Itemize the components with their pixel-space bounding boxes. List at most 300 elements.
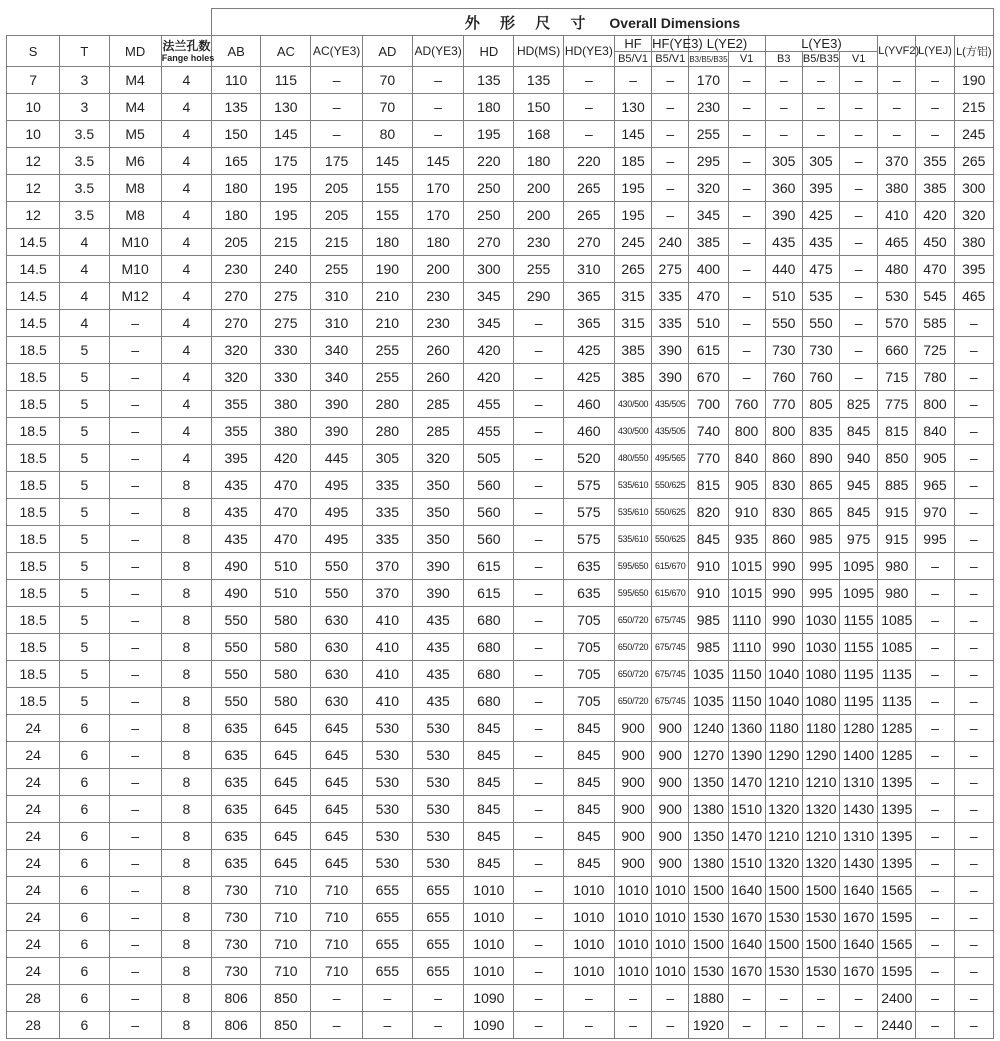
cell-s: 14.5 [7,310,60,337]
cell-l-fanglv: – [954,850,993,877]
cell-ac-ye3: – [311,94,362,121]
cell-flange-holes: 4 [161,445,211,472]
cell-t: 5 [60,634,109,661]
cell-l-ye2-v1: – [728,175,765,202]
cell-l-ye3-v1: – [840,364,878,391]
cell-hd-ye3: 425 [563,364,614,391]
cell-ad: – [362,985,412,1012]
col-header-hf: HF [614,36,651,52]
cell-l-ye2-v1: 1110 [728,607,765,634]
col-subheader-hf-b5v1: B5/V1 [614,52,651,67]
cell-l-fanglv: 320 [954,202,993,229]
cell-ac: 580 [261,661,311,688]
cell-ac: 645 [261,715,311,742]
cell-ab: 550 [212,634,261,661]
cell-l-ye3-b5b35: – [802,985,839,1012]
cell-s: 10 [7,94,60,121]
cell-l-yej: 420 [916,202,954,229]
col-header-t: T [60,36,109,67]
cell-l-ye3-v1: 1155 [840,634,878,661]
cell-l-ye2-v1: 1150 [728,688,765,715]
cell-hf-b5v1: – [614,1012,651,1039]
cell-l-ye3-b3: 730 [765,337,802,364]
cell-hd: 1010 [464,904,514,931]
cell-ab: 635 [212,715,261,742]
cell-l-ye2-b3b5b35: 1380 [689,850,728,877]
cell-hd-ye3: 460 [563,391,614,418]
cell-l-yvf2: 2440 [878,1012,916,1039]
cell-flange-holes: 8 [161,769,211,796]
cell-s: 18.5 [7,418,60,445]
cell-l-fanglv: – [954,391,993,418]
cell-hd-ms: 180 [514,148,563,175]
cell-ac: 580 [261,688,311,715]
cell-hf-ye3-b5v1: 675/745 [652,688,689,715]
cell-hd-ms: 290 [514,283,563,310]
cell-l-fanglv: 190 [954,67,993,94]
table-row [7,742,994,769]
cell-ab: 180 [212,175,261,202]
cell-hd-ye3: 635 [563,553,614,580]
cell-ad: 255 [362,337,412,364]
cell-hf-b5v1: 650/720 [614,634,651,661]
cell-ad-ye3: 530 [412,769,463,796]
cell-l-ye3-b3: 435 [765,229,802,256]
col-subheader-l-ye3-v1: V1 [840,52,878,67]
cell-l-ye2-v1: – [728,229,765,256]
cell-l-yvf2: 1565 [878,931,916,958]
cell-l-ye2-v1: 910 [728,499,765,526]
cell-hd-ye3: 575 [563,472,614,499]
cell-hf-b5v1: 385 [614,364,651,391]
cell-ab: 435 [212,526,261,553]
cell-l-ye2-b3b5b35: 670 [689,364,728,391]
cell-l-ye2-b3b5b35: 255 [689,121,728,148]
cell-ad-ye3: 230 [412,283,463,310]
cell-s: 18.5 [7,526,60,553]
col-header-ad: AD [362,36,412,67]
cell-ac-ye3: 205 [311,175,362,202]
overall-dimensions-title [212,9,994,36]
cell-l-fanglv: – [954,337,993,364]
cell-flange-holes: 8 [161,1012,211,1039]
cell-t: 5 [60,688,109,715]
cell-ad-ye3: 435 [412,661,463,688]
cell-flange-holes: 8 [161,607,211,634]
cell-l-ye3-b5b35: 1530 [802,904,839,931]
cell-hd-ms: 230 [514,229,563,256]
cell-s: 18.5 [7,364,60,391]
cell-ad: 410 [362,634,412,661]
cell-l-ye3-b3: 830 [765,472,802,499]
cell-hf-ye3-b5v1: – [652,121,689,148]
cell-flange-holes: 8 [161,553,211,580]
cell-l-ye3-b3: 390 [765,202,802,229]
cell-t: 6 [60,823,109,850]
table-row [7,148,994,175]
cell-hd-ms: 168 [514,121,563,148]
cell-flange-holes: 4 [161,283,211,310]
cell-l-ye2-b3b5b35: 1920 [689,1012,728,1039]
cell-hf-b5v1: 650/720 [614,661,651,688]
cell-l-ye2-v1: 1670 [728,958,765,985]
cell-l-ye3-v1: 940 [840,445,878,472]
cell-flange-holes: 4 [161,310,211,337]
cell-hf-ye3-b5v1: – [652,1012,689,1039]
cell-hd: 615 [464,553,514,580]
table-row [7,472,994,499]
cell-l-ye2-b3b5b35: 1350 [689,769,728,796]
cell-hf-ye3-b5v1: 900 [652,715,689,742]
cell-ac: 420 [261,445,311,472]
cell-ad: 655 [362,958,412,985]
cell-hf-ye3-b5v1: 435/505 [652,391,689,418]
cell-ad-ye3: 530 [412,850,463,877]
cell-t: 6 [60,850,109,877]
cell-l-ye2-v1: 1150 [728,661,765,688]
cell-l-yvf2: 410 [878,202,916,229]
cell-ac-ye3: 710 [311,958,362,985]
table-row [7,175,994,202]
cell-ac-ye3: 310 [311,310,362,337]
cell-ac: 470 [261,499,311,526]
cell-md: M6 [109,148,161,175]
cell-hd-ye3: 705 [563,661,614,688]
cell-l-fanglv: 265 [954,148,993,175]
cell-l-ye2-v1: 1015 [728,580,765,607]
cell-l-ye2-b3b5b35: 985 [689,607,728,634]
cell-ab: 730 [212,958,261,985]
cell-hd-ye3: 265 [563,202,614,229]
cell-l-yej: 840 [916,418,954,445]
cell-l-yvf2: 1085 [878,607,916,634]
cell-ac-ye3: 390 [311,418,362,445]
cell-l-ye3-v1: – [840,94,878,121]
cell-hf-ye3-b5v1: – [652,202,689,229]
cell-hf-b5v1: 480/550 [614,445,651,472]
cell-hd: 560 [464,472,514,499]
cell-ab: 635 [212,823,261,850]
cell-t: 6 [60,877,109,904]
cell-hf-b5v1: 1010 [614,931,651,958]
col-header-hd-ms: HD(MS) [514,36,563,67]
cell-ac-ye3: 205 [311,202,362,229]
cell-hd: 270 [464,229,514,256]
cell-md: – [109,688,161,715]
cell-t: 4 [60,310,109,337]
cell-hd: 680 [464,634,514,661]
cell-l-yvf2: 915 [878,526,916,553]
col-subheader-l-ye3-b5b35: B5/B35 [802,52,839,65]
cell-hd: 220 [464,148,514,175]
cell-ac-ye3: 710 [311,877,362,904]
cell-t: 6 [60,958,109,985]
cell-hd-ye3: 845 [563,742,614,769]
cell-hd-ms: 135 [514,67,563,94]
cell-hf-ye3-b5v1: 275 [652,256,689,283]
table-row [7,364,994,391]
cell-ab: 110 [212,67,261,94]
table-row [7,850,994,877]
cell-hf-ye3-b5v1: – [652,148,689,175]
cell-hf-b5v1: 430/500 [614,418,651,445]
cell-hd-ms: – [514,661,563,688]
cell-l-ye3-v1: 1430 [840,796,878,823]
table-row [7,526,994,553]
cell-ad: 655 [362,877,412,904]
cell-l-yej: 725 [916,337,954,364]
cell-l-yej: 385 [916,175,954,202]
cell-hd: 345 [464,283,514,310]
cell-hd-ms: – [514,418,563,445]
cell-t: 5 [60,472,109,499]
cell-l-fanglv: – [954,742,993,769]
header-blank-corner [7,9,212,36]
cell-flange-holes: 4 [161,418,211,445]
cell-hf-ye3-b5v1: 390 [652,364,689,391]
cell-hd: 455 [464,418,514,445]
cell-l-ye3-b5b35: 995 [802,580,839,607]
cell-l-ye2-v1: – [728,364,765,391]
cell-l-ye3-v1: – [840,121,878,148]
cell-l-ye2-b3b5b35: 820 [689,499,728,526]
cell-hd: 560 [464,526,514,553]
cell-l-yvf2: 715 [878,364,916,391]
cell-ac: 850 [261,1012,311,1039]
cell-hd: 195 [464,121,514,148]
cell-ab: 135 [212,94,261,121]
cell-hd-ye3: 365 [563,310,614,337]
cell-l-ye3-v1: – [840,148,878,175]
cell-t: 6 [60,796,109,823]
cell-hd-ye3: 1010 [563,958,614,985]
cell-ad: 655 [362,931,412,958]
cell-ac-ye3: 310 [311,283,362,310]
cell-l-ye3-b3: 510 [765,283,802,310]
cell-hd-ms: – [514,310,563,337]
cell-l-ye2-v1: – [728,94,765,121]
cell-hd-ms: – [514,796,563,823]
col-subheader-l-ye3-b3: B3 [765,52,802,67]
cell-hd-ms: – [514,931,563,958]
cell-hd: 845 [464,769,514,796]
cell-l-yvf2: 480 [878,256,916,283]
cell-l-yej: 545 [916,283,954,310]
cell-ac-ye3: 340 [311,337,362,364]
table-body [7,67,994,1039]
cell-l-fanglv: – [954,580,993,607]
cell-hf-ye3-b5v1: 900 [652,769,689,796]
cell-ad-ye3: 145 [412,148,463,175]
cell-l-ye3-v1: 1670 [840,958,878,985]
cell-flange-holes: 8 [161,742,211,769]
cell-l-ye2-b3b5b35: 1530 [689,958,728,985]
cell-l-ye2-b3b5b35: 1530 [689,904,728,931]
cell-l-ye3-v1: – [840,337,878,364]
cell-ad-ye3: 200 [412,256,463,283]
cell-md: – [109,607,161,634]
cell-l-ye2-b3b5b35: 615 [689,337,728,364]
cell-hf-b5v1: 145 [614,121,651,148]
cell-ab: 150 [212,121,261,148]
cell-hd: 505 [464,445,514,472]
table-row [7,931,994,958]
cell-l-ye2-b3b5b35: 910 [689,580,728,607]
cell-ad: 80 [362,121,412,148]
cell-ad-ye3: – [412,1012,463,1039]
cell-ab: 550 [212,661,261,688]
cell-l-fanglv: – [954,1012,993,1039]
cell-ac: 240 [261,256,311,283]
cell-l-yvf2: 775 [878,391,916,418]
col-header-hd: HD [464,36,514,67]
cell-hd-ms: – [514,445,563,472]
cell-ad: 280 [362,391,412,418]
cell-md: M12 [109,283,161,310]
cell-l-ye2-v1: – [728,985,765,1012]
cell-s: 18.5 [7,445,60,472]
cell-l-fanglv: – [954,877,993,904]
cell-ac: 330 [261,337,311,364]
cell-l-ye3-b3: – [765,1012,802,1039]
cell-hd-ms: – [514,499,563,526]
cell-ad: 210 [362,310,412,337]
cell-l-ye3-b5b35: 1180 [802,715,839,742]
cell-l-ye2-v1: – [728,148,765,175]
cell-hf-b5v1: 195 [614,202,651,229]
cell-ac-ye3: 645 [311,715,362,742]
cell-md: – [109,472,161,499]
cell-flange-holes: 4 [161,337,211,364]
cell-l-ye3-b5b35: 730 [802,337,839,364]
cell-ac-ye3: 645 [311,823,362,850]
cell-hd: 845 [464,850,514,877]
cell-ad-ye3: 435 [412,688,463,715]
cell-s: 18.5 [7,553,60,580]
cell-hf-b5v1: 430/500 [614,391,651,418]
table-row [7,607,994,634]
cell-hf-b5v1: 535/610 [614,526,651,553]
col-header-l-yej: L(YEJ) [916,36,954,67]
cell-ab: 320 [212,337,261,364]
cell-l-ye3-b3: 860 [765,445,802,472]
cell-hd-ye3: – [563,94,614,121]
cell-l-fanglv: – [954,796,993,823]
cell-ac: 510 [261,580,311,607]
cell-t: 5 [60,661,109,688]
cell-hd: 250 [464,175,514,202]
table-row [7,202,994,229]
cell-l-ye3-b5b35: 395 [802,175,839,202]
cell-l-yej: – [916,742,954,769]
col-header-ac-ye3: AC(YE3) [311,36,362,67]
cell-l-yej: – [916,877,954,904]
dimensions-table [6,8,994,1039]
cell-ac: 145 [261,121,311,148]
cell-hd-ye3: 425 [563,337,614,364]
cell-l-fanglv: – [954,607,993,634]
cell-flange-holes: 8 [161,526,211,553]
cell-l-ye2-b3b5b35: 230 [689,94,728,121]
cell-ac: 115 [261,67,311,94]
cell-hf-b5v1: 195 [614,175,651,202]
table-row [7,418,994,445]
cell-hd-ye3: – [563,1012,614,1039]
cell-ad-ye3: 530 [412,823,463,850]
cell-hf-b5v1: 650/720 [614,688,651,715]
cell-hd-ms: – [514,337,563,364]
cell-flange-holes: 4 [161,256,211,283]
cell-l-ye2-b3b5b35: 1350 [689,823,728,850]
cell-l-fanglv: 245 [954,121,993,148]
cell-md: – [109,580,161,607]
cell-t: 5 [60,607,109,634]
cell-l-ye3-b5b35: 805 [802,391,839,418]
cell-ad: 530 [362,715,412,742]
cell-s: 18.5 [7,607,60,634]
cell-hd-ye3: 575 [563,526,614,553]
cell-hf-ye3-b5v1: 675/745 [652,634,689,661]
cell-ac-ye3: 175 [311,148,362,175]
cell-ac-ye3: – [311,67,362,94]
cell-ac-ye3: – [311,985,362,1012]
cell-hd-ms: – [514,742,563,769]
cell-ac: 510 [261,553,311,580]
cell-hf-b5v1: 595/650 [614,553,651,580]
cell-l-ye2-v1: – [728,121,765,148]
cell-ac: 710 [261,904,311,931]
cell-l-ye2-b3b5b35: 170 [689,67,728,94]
cell-ad: 210 [362,283,412,310]
cell-hf-ye3-b5v1: 1010 [652,958,689,985]
cell-ad: – [362,1012,412,1039]
cell-l-ye2-b3b5b35: 400 [689,256,728,283]
cell-ab: 635 [212,769,261,796]
cell-hf-ye3-b5v1: – [652,985,689,1012]
cell-hd-ms: – [514,607,563,634]
cell-md: – [109,634,161,661]
cell-l-fanglv: – [954,715,993,742]
cell-s: 14.5 [7,283,60,310]
cell-hf-b5v1: 535/610 [614,499,651,526]
cell-ac-ye3: 390 [311,391,362,418]
cell-hf-ye3-b5v1: 550/625 [652,499,689,526]
cell-l-ye3-b3: 440 [765,256,802,283]
cell-l-fanglv: – [954,499,993,526]
cell-t: 6 [60,1012,109,1039]
cell-l-ye3-v1: 845 [840,418,878,445]
col-header-ac: AC [261,36,311,67]
cell-l-ye3-b3: 1500 [765,877,802,904]
cell-s: 18.5 [7,661,60,688]
cell-ad: 280 [362,418,412,445]
cell-l-yvf2: 1565 [878,877,916,904]
cell-hf-ye3-b5v1: 550/625 [652,526,689,553]
cell-ac-ye3: 495 [311,526,362,553]
cell-l-fanglv: 380 [954,229,993,256]
cell-s: 12 [7,202,60,229]
cell-l-fanglv: – [954,931,993,958]
cell-ab: 355 [212,391,261,418]
cell-l-yej: – [916,985,954,1012]
cell-l-ye3-b5b35: 305 [802,148,839,175]
cell-ad: 655 [362,904,412,931]
cell-flange-holes: 8 [161,661,211,688]
cell-md: M4 [109,94,161,121]
cell-l-ye2-v1: 935 [728,526,765,553]
cell-hd-ye3: 705 [563,634,614,661]
cell-l-yej: 970 [916,499,954,526]
